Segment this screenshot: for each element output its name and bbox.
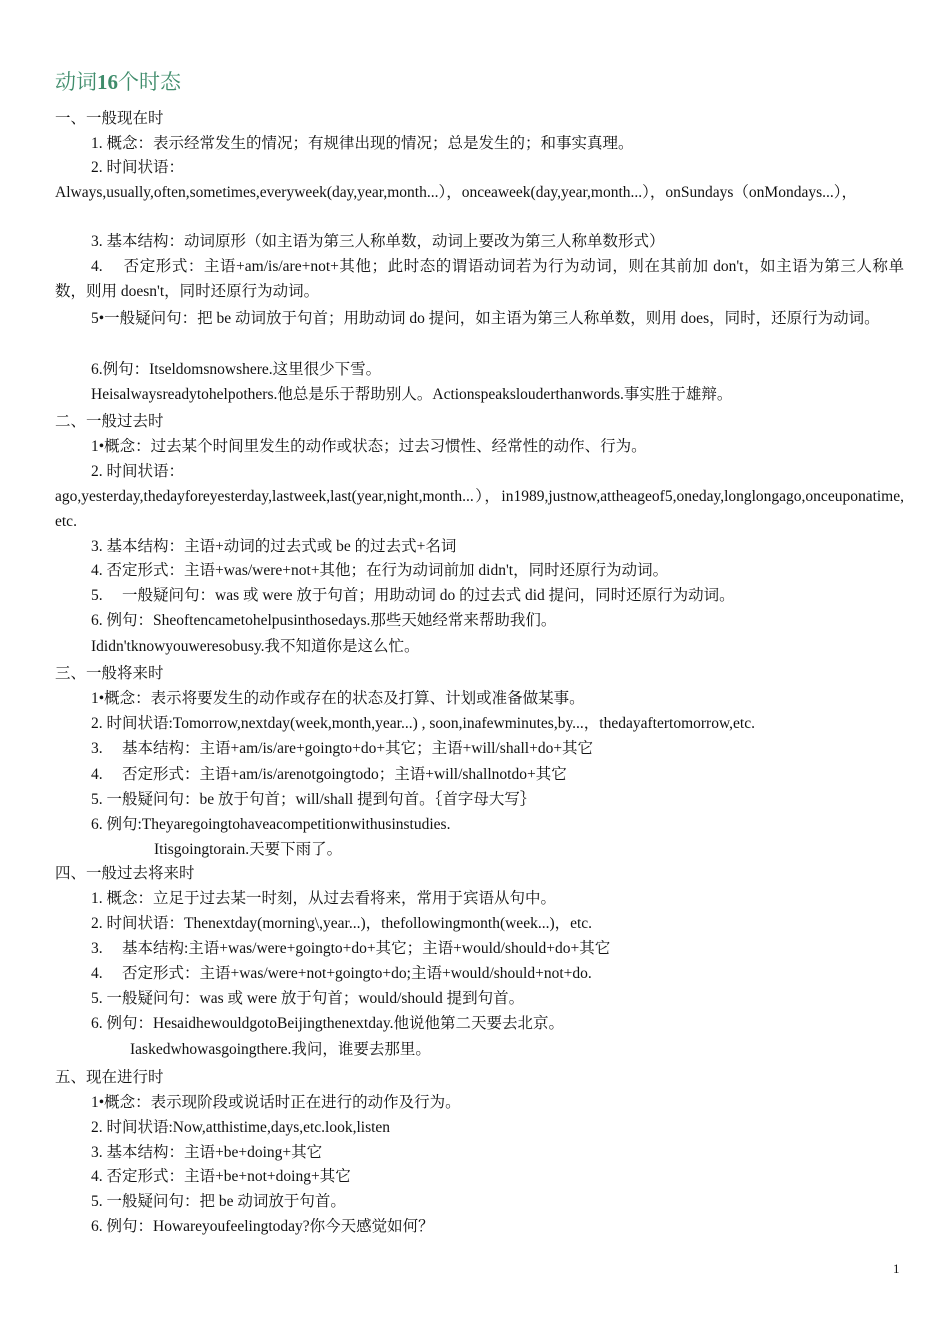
text-line: 2. 时间状语:Now,atthistime,days,etc.look,listen	[91, 1119, 391, 1136]
text-line: 6. 例句：HesaidhewouldgotoBeijingthenextday.他说他第二天要去北京。	[91, 1015, 564, 1032]
text-line: 5. 一般疑问句：was 或 were 放于句首；would/should 提到句首。	[91, 990, 525, 1007]
text-line: 5. 一般疑问句：把 be 动词放于句首。	[91, 1193, 346, 1210]
text-line: 1•概念：过去某个时间里发生的动作或状态；过去习惯性、经常性的动作、行为。	[91, 438, 647, 455]
text-line: 2. 时间状语：	[91, 159, 185, 176]
text-line: Itisgoingtorain.天要下雨了。	[154, 841, 343, 858]
text-line: 2. 时间状语：Thenextday(morning\,year...)，thefollowingmonth(week...)，etc.	[91, 915, 593, 932]
text-line: 1•概念：表示现阶段或说话时正在进行的动作及行为。	[91, 1094, 461, 1111]
text-paragraph: ago,yesterday,thedayforeyesterday,lastweek,last(year,night,month...），in1989,justnow,attheageof5,oneday,longlongago,onceuponatime,etc.	[55, 488, 904, 530]
section-heading: 三、一般将来时	[55, 665, 164, 682]
text-line: 1. 概念：立足于过去某一时刻，从过去看将来，常用于宾语从句中。	[91, 890, 557, 907]
title-prefix: 动词	[55, 70, 97, 94]
section-heading: 二、一般过去时	[55, 413, 164, 430]
text-paragraph: Always,usually,often,sometimes,everyweek(day,year,month...），onceaweek(day,year,month...），onSundays（onMondays...），	[55, 184, 857, 201]
text-line: 3. 基本结构:主语+was/were+goingto+do+其它；主语+would/should+do+其它	[91, 940, 611, 957]
text-line: Iaskedwhowasgoingthere.我问，谁要去那里。	[130, 1041, 431, 1058]
text-line: 5. 一般疑问句：be 放于句首；will/shall 提到句首。｛首字母大写｝	[91, 791, 536, 808]
section-heading: 一、一般现在时	[55, 110, 164, 127]
title-suffix: 个时态	[118, 70, 181, 94]
text-line: 4. 否定形式：主语+am/is/arenotgoingtodo；主语+will/shallnotdo+其它	[91, 766, 567, 783]
text-line: 3. 基本结构：主语+be+doing+其它	[91, 1144, 323, 1161]
text-line: 2. 时间状语：	[91, 463, 185, 480]
title-number: 16	[97, 70, 118, 94]
text-line: 2. 时间状语:Tomorrow,nextday(week,month,year...) , soon,inafewminutes,by...，thedayaftertomorrow,etc.	[91, 715, 755, 732]
text-line: 4. 否定形式：主语+was/were+not+其他；在行为动词前加 didn't，同时还原行为动词。	[91, 562, 669, 579]
text-line: 6. 例句：Howareyoufeelingtoday?你今天感觉如何？	[91, 1218, 434, 1235]
text-paragraph: 4. 否定形式：主语+am/is/are+not+其他；此时态的谓语动词若为行为动词，则在其前加 don't，如主语为第三人称单数，则用 doesn't，同时还原行为动词。	[55, 258, 904, 300]
text-line: 4. 否定形式：主语+was/were+not+goingto+do;主语+would/should+not+do.	[91, 965, 592, 982]
text-line: Ididn'tknowyouweresobusy.我不知道你是这么忙。	[91, 638, 420, 655]
section-heading: 四、一般过去将来时	[55, 865, 195, 882]
text-line: 1. 概念：表示经常发生的情况；有规律出现的情况；总是发生的；和事实真理。	[91, 135, 634, 152]
section-heading: 五、现在进行时	[55, 1069, 164, 1086]
page-number: 1	[893, 1261, 900, 1276]
text-line: 3. 基本结构：动词原形（如主语为第三人称单数，动词上要改为第三人称单数形式）	[91, 233, 665, 250]
page-title	[55, 66, 181, 96]
text-line: 3. 基本结构：主语+am/is/are+goingto+do+其它；主语+will/shall+do+其它	[91, 740, 594, 757]
text-line: 1•概念：表示将要发生的动作或存在的状态及打算、计划或准备做某事。	[91, 690, 585, 707]
text-line: 6.例句：Itseldomsnowshere.这里很少下雪。	[91, 361, 382, 378]
text-line: 6. 例句:Theyaregoingtohaveacompetitionwithusinstudies.	[91, 816, 451, 833]
text-line: Heisalwaysreadytohelpothers.他总是乐于帮助别人。Actionspeakslouderthanwords.事实胜于雄辩。	[91, 386, 733, 403]
text-line: 3. 基本结构：主语+动词的过去式或 be 的过去式+名词	[91, 538, 457, 555]
text-paragraph: 5•一般疑问句：把 be 动词放于句首；用助动词 do 提问，如主语为第三人称单数，则用 does，同时，还原行为动词。	[91, 310, 880, 327]
text-line: 6. 例句：Sheoftencametohelpusinthosedays.那些天她经常来帮助我们。	[91, 612, 557, 629]
text-line: 5. 一般疑问句：was 或 were 放于句首；用助动词 do 的过去式 did 提问，同时还原行为动词。	[91, 587, 735, 604]
text-line: 4. 否定形式：主语+be+not+doing+其它	[91, 1168, 351, 1185]
